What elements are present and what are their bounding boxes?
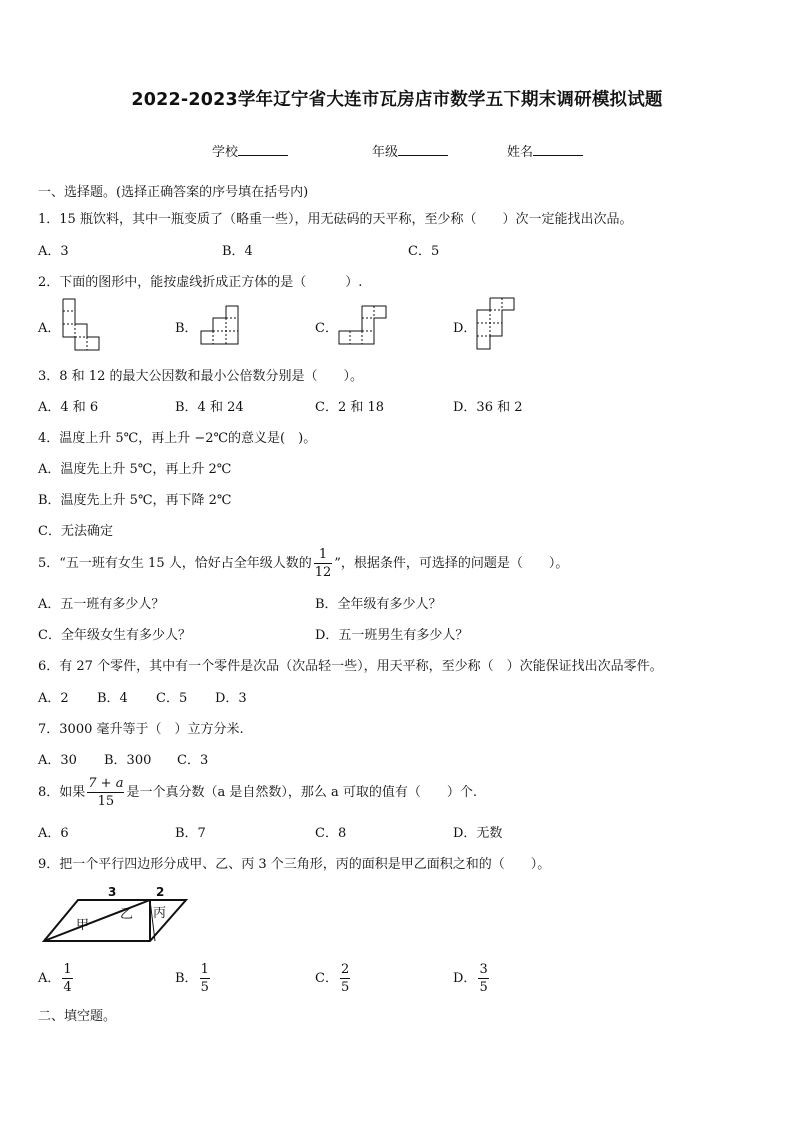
q9-option-b-fraction (200, 961, 210, 996)
q5-fraction (314, 546, 333, 581)
q9-option-c-prefix: C． (315, 971, 338, 986)
school-field[interactable] (212, 141, 288, 160)
q9-b-num: 1 (200, 962, 209, 977)
q4-text: 4．温度上升 5℃，再上升 −2℃的意义是( )。 (38, 431, 317, 446)
q2-option-a[interactable]: A． (38, 321, 61, 336)
q2-net-b-figure (200, 305, 240, 345)
q2-option-d[interactable]: D． (453, 321, 477, 336)
q9-option-b[interactable] (175, 960, 212, 998)
q9-option-b-prefix: B． (175, 971, 198, 986)
q3-option-a[interactable]: A．4 和 6 (38, 400, 99, 415)
q2-net-a-figure (62, 298, 100, 352)
q9-option-c-fraction (340, 961, 350, 996)
q4-option-b[interactable]: B．温度先上升 5℃，再下降 2℃ (38, 493, 232, 508)
q5-text-post: ”，根据条件，可选择的问题是（ ）。 (334, 556, 569, 571)
q9-option-a[interactable] (38, 960, 75, 998)
q8-frac-num: 7 + a (88, 776, 124, 791)
school-label: 学校 (212, 145, 239, 160)
q9-fig-label-3: 3 (108, 885, 117, 899)
q2-option-b[interactable]: B． (175, 321, 198, 336)
q8-text-pre: 8．如果 (38, 785, 86, 800)
q8-option-b[interactable]: B．7 (175, 826, 206, 841)
q9-option-d[interactable] (453, 960, 491, 998)
page-title: 2022-2023学年辽宁省大连市瓦房店市数学五下期末调研模拟试题 (131, 90, 663, 110)
q1-text: 1．15 瓶饮料，其中一瓶变质了（略重一些），用无砝码的天平称，至少称（ ）次一定能找出次品。 (38, 212, 633, 227)
q8-frac-den: 15 (97, 794, 115, 809)
q8-text-post: 是一个真分数（a 是自然数），那么 a 可取的值有（ ）个. (126, 785, 477, 800)
q9-option-a-fraction (62, 961, 72, 996)
q9-option-d-prefix: D． (453, 971, 477, 986)
q8-fraction (87, 775, 124, 810)
q6-option-b[interactable]: B．4 (97, 691, 128, 706)
q2-option-c[interactable]: C． (315, 321, 338, 336)
q1-option-a[interactable]: A．3 (38, 244, 69, 259)
q5-text-pre: 5．“五一班有女生 15 人，恰好占全年级人数的 (38, 556, 312, 571)
q9-option-c[interactable] (315, 960, 352, 998)
q9-c-den: 5 (340, 980, 350, 995)
q1-option-b[interactable]: B．4 (222, 244, 253, 259)
q9-a-den: 4 (63, 980, 72, 995)
q9-fig-label-2: 2 (156, 885, 165, 899)
q2-net-c-figure (338, 305, 388, 345)
grade-blank[interactable] (398, 143, 448, 156)
q9-d-den: 5 (479, 980, 488, 995)
q8-option-a[interactable]: A．6 (38, 826, 69, 841)
q5-option-a[interactable]: A．五一班有多少人？ (38, 597, 165, 612)
name-field[interactable] (507, 141, 583, 160)
q9-option-d-fraction (478, 961, 488, 996)
q9-option-a-prefix: A． (38, 971, 61, 986)
name-label: 姓名 (507, 145, 534, 160)
q6-text: 6．有 27 个零件，其中有一个零件是次品（次品轻一些），用天平称，至少称（ ）次能保证找出次品零件。 (38, 659, 663, 674)
q3-option-b[interactable]: B．4 和 24 (175, 400, 244, 415)
q7-text: 7．3000 毫升等于（ ）立方分米. (38, 722, 244, 737)
q2-net-d-figure (476, 297, 516, 351)
q9-d-num: 3 (479, 962, 488, 977)
q1-option-c[interactable]: C．5 (408, 244, 440, 259)
q9-fig-yi: 乙 (120, 907, 134, 922)
school-blank[interactable] (238, 143, 288, 156)
q5-option-d[interactable]: D．五一班男生有多少人？ (315, 628, 469, 643)
q3-text: 3．8 和 12 的最大公因数和最小公倍数分别是（ ）。 (38, 369, 363, 384)
grade-field[interactable] (372, 141, 448, 160)
q5-option-b[interactable]: B．全年级有多少人？ (315, 597, 442, 612)
q9-b-den: 5 (200, 980, 209, 995)
q4-option-a[interactable]: A．温度先上升 5℃，再上升 2℃ (38, 462, 232, 477)
q8-option-d[interactable]: D．无数 (453, 826, 503, 841)
q9-a-num: 1 (63, 962, 72, 977)
q9-c-num: 2 (340, 962, 350, 977)
q6-option-d[interactable]: D．3 (215, 691, 247, 706)
section1-heading: 一、选择题。(选择正确答案的序号填在括号内) (38, 185, 309, 200)
q7-option-b[interactable]: B．300 (104, 753, 152, 768)
q8-option-c[interactable]: C．8 (315, 826, 347, 841)
q5-frac-den: 12 (314, 565, 332, 580)
q9-fig-bing: 丙 (153, 906, 167, 921)
q7-option-c[interactable]: C．3 (177, 753, 209, 768)
q9-parallelogram-figure (40, 882, 190, 946)
q8-text (38, 775, 477, 811)
q3-option-c[interactable]: C．2 和 18 (315, 400, 385, 415)
q9-text: 9．把一个平行四边形分成甲、乙、丙 3 个三角形，丙的面积是甲乙面积之和的（ ）。 (38, 857, 551, 872)
q5-text (38, 546, 568, 582)
q3-option-d[interactable]: D．36 和 2 (453, 400, 523, 415)
q5-option-c[interactable]: C．全年级女生有多少人？ (38, 628, 191, 643)
q4-option-c[interactable]: C．无法确定 (38, 524, 113, 539)
q7-option-a[interactable]: A．30 (38, 753, 77, 768)
name-blank[interactable] (533, 143, 583, 156)
q6-option-a[interactable]: A．2 (38, 691, 69, 706)
grade-label: 年级 (372, 145, 399, 160)
q5-frac-num: 1 (314, 546, 333, 564)
q2-text: 2．下面的图形中，能按虚线折成正方体的是（ ）. (38, 275, 363, 290)
q6-option-c[interactable]: C．5 (156, 691, 188, 706)
section2-heading: 二、填空题。 (38, 1009, 117, 1024)
q9-fig-jia: 甲 (76, 918, 90, 933)
